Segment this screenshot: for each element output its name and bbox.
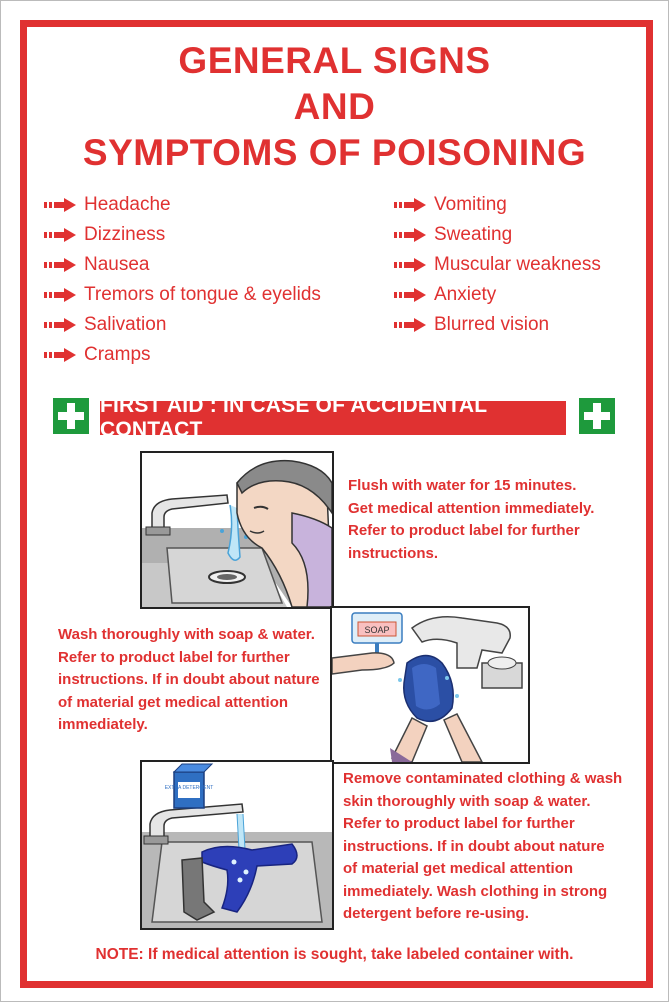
instruction-line: Refer to product label for further — [348, 522, 580, 539]
symptom-label: Salivation — [84, 314, 167, 335]
symptom-item — [394, 224, 512, 246]
symptom-item — [44, 344, 151, 366]
instruction-line: detergent before re-using. — [343, 905, 529, 922]
eye-wash-illustration — [140, 451, 334, 609]
symptom-label: Muscular weakness — [434, 254, 601, 275]
symptom-item — [44, 224, 165, 246]
symptom-label: Tremors of tongue & eyelids — [84, 284, 321, 305]
arrow-right-icon — [44, 228, 76, 242]
instruction-line: of material get medical attention — [58, 693, 289, 711]
symptom-label: Headache — [84, 194, 171, 215]
instruction-line: Refer to product label for further — [58, 648, 290, 666]
first-aid-cross-icon — [53, 398, 89, 434]
eye-wash-instructions — [348, 475, 594, 565]
symptom-item — [44, 314, 166, 336]
symptom-item — [44, 194, 171, 216]
arrow-right-icon — [44, 348, 76, 362]
hand-wash-illustration — [330, 606, 530, 764]
instruction-line: Remove contaminated clothing & wash — [343, 770, 623, 787]
symptom-item — [44, 284, 321, 306]
clothing-wash-scene — [142, 762, 332, 928]
hand-wash-scene — [332, 608, 528, 762]
title-line-2: AND — [293, 86, 376, 127]
first-aid-cross-icon — [579, 398, 615, 434]
eye-wash-scene — [142, 453, 332, 607]
symptom-item — [394, 254, 601, 276]
symptom-label: Cramps — [84, 344, 151, 365]
instruction-line: immediately. Wash clothing in strong — [343, 882, 608, 900]
title-line-3: SYMPTOMS OF POISONING — [82, 132, 587, 173]
arrow-right-icon — [394, 228, 426, 242]
symptom-label: Dizziness — [84, 224, 166, 245]
symptom-item — [394, 314, 549, 336]
instruction-line: Wash thoroughly with soap & water. — [58, 626, 315, 643]
instruction-line: Flush with water for 15 minutes. — [348, 477, 577, 494]
symptom-item — [44, 254, 150, 276]
symptom-label: Nausea — [84, 254, 150, 275]
footer-note: NOTE: If medical attention is sought, take labeled container with. — [95, 946, 574, 963]
soap-label: SOAP — [364, 625, 390, 635]
arrow-right-icon — [44, 198, 76, 212]
symptom-label: Anxiety — [434, 284, 497, 305]
clothing-instructions — [343, 768, 622, 926]
symptom-label: Vomiting — [434, 194, 507, 215]
arrow-right-icon — [394, 288, 426, 302]
arrow-right-icon — [394, 198, 426, 212]
instruction-line: Get medical attention immediately. — [348, 499, 595, 517]
instruction-line: of material get medical attention — [343, 860, 574, 877]
instruction-line: immediately. — [58, 716, 148, 733]
instruction-line: instructions. — [348, 544, 439, 562]
symptom-item — [394, 194, 507, 216]
arrow-right-icon — [44, 258, 76, 272]
instruction-line: instructions. If in doubt about nature — [58, 671, 320, 688]
arrow-right-icon — [44, 318, 76, 332]
detergent-label: EXTRA DETERGENT — [164, 785, 214, 791]
clothing-wash-illustration — [140, 760, 334, 930]
arrow-right-icon — [44, 288, 76, 302]
instruction-line: instructions. If in doubt about nature — [343, 837, 605, 855]
title-line-1: GENERAL SIGNS — [178, 40, 491, 81]
arrow-right-icon — [394, 258, 426, 272]
hand-wash-instructions — [58, 624, 320, 737]
arrow-right-icon — [394, 318, 426, 332]
instruction-line: skin thoroughly with soap & water. — [343, 792, 591, 810]
first-aid-heading: FIRST AID : IN CASE OF ACCIDENTAL CONTACT — [100, 401, 566, 435]
symptom-label: Sweating — [434, 224, 513, 245]
instruction-line: Refer to product label for further — [343, 815, 575, 832]
symptom-item — [394, 284, 496, 306]
symptom-label: Blurred vision — [434, 314, 550, 335]
